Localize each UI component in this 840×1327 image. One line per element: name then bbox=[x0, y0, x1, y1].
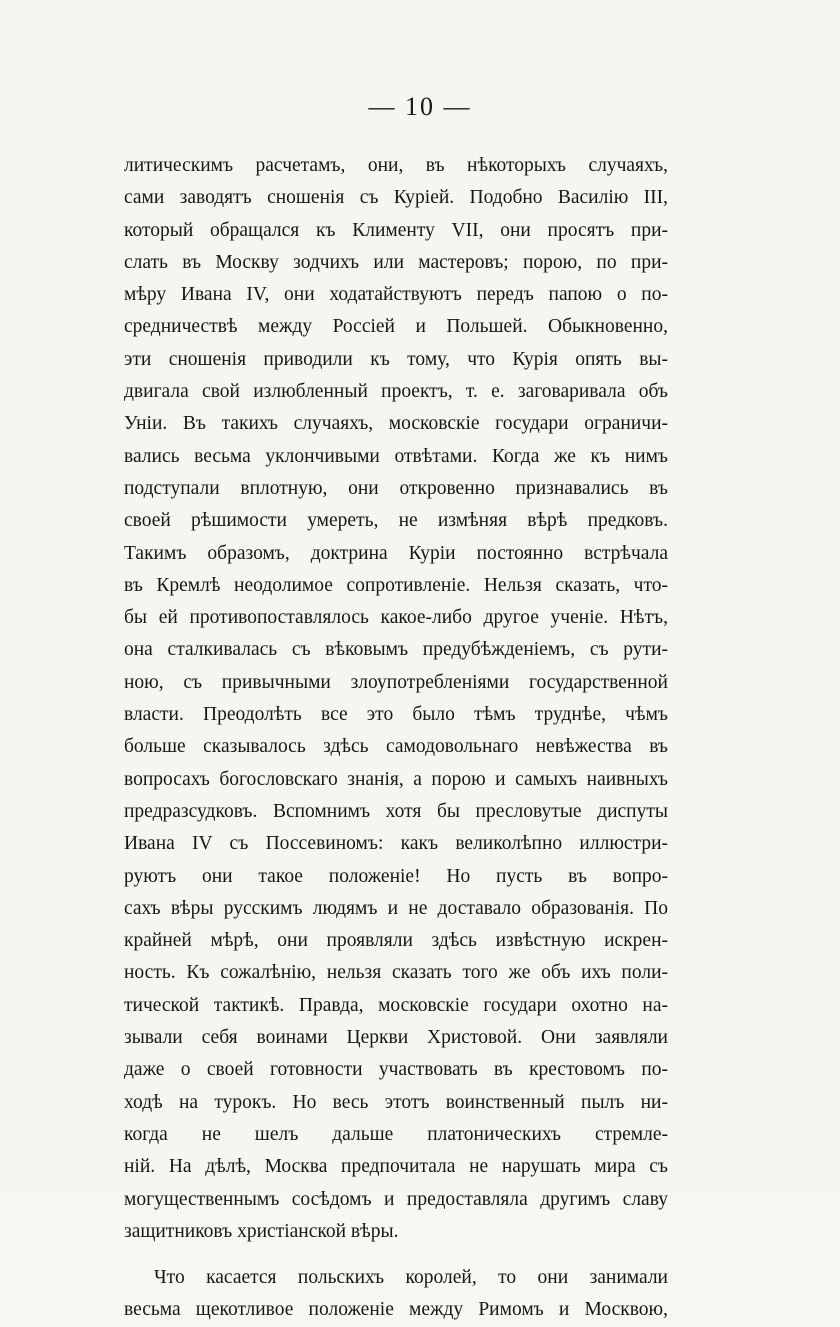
page-number: — 10 — bbox=[368, 92, 472, 121]
text-line: мѣру Ивана IV, они ходатайствуютъ передъ папою о по- bbox=[124, 284, 668, 306]
text-line: эти сношенія приводили къ тому, что Курія опять вы- bbox=[124, 348, 668, 370]
text-line: могущественнымъ сосѣдомъ и предоставляла другимъ славу bbox=[124, 1188, 668, 1210]
paragraph bbox=[124, 150, 668, 1248]
text-line: вались весьма уклончивыми отвѣтами. Когда же къ нимъ bbox=[124, 445, 668, 467]
text-line: когда не шелъ дальше платоническихъ стремле- bbox=[124, 1123, 668, 1145]
text-line: защитниковъ христіанской вѣры. bbox=[124, 1220, 399, 1242]
body-text bbox=[124, 150, 668, 1327]
text-line: предразсудковъ. Вспомнимъ хотя бы пресловутые диспуты bbox=[124, 800, 668, 822]
text-line: даже о своей готовности участвовать въ крестовомъ по- bbox=[124, 1059, 668, 1081]
text-line: Такимъ образомъ, доктрина Куріи постоянно встрѣчала bbox=[124, 542, 668, 564]
text-line: сахъ вѣры русскимъ людямъ и не доставало образованія. По bbox=[124, 897, 668, 919]
text-line: Уніи. Въ такихъ случаяхъ, московскіе государи ограничи- bbox=[124, 413, 668, 435]
text-line: литическимъ расчетамъ, они, въ нѣкоторыхъ случаяхъ, bbox=[124, 155, 668, 176]
text-line: руютъ они такое положеніе! Но пусть въ вопро- bbox=[124, 865, 668, 887]
text-line: зывали себя воинами Церкви Христовой. Они заявляли bbox=[124, 1027, 668, 1049]
text-line: Ивана IV съ Поссевиномъ: какъ великолѣпно иллюстри- bbox=[124, 833, 668, 855]
paragraph-gap bbox=[124, 1248, 668, 1262]
text-line: подступали вплотную, они откровенно признавались въ bbox=[124, 477, 668, 499]
text-line: тической тактикѣ. Правда, московскіе государи охотно на- bbox=[124, 994, 668, 1016]
text-line: двигала свой излюбленный проектъ, т. е. заговаривала объ bbox=[124, 381, 668, 403]
text-line: въ Кремлѣ неодолимое сопротивленіе. Нельзя сказать, что- bbox=[124, 574, 668, 596]
text-line: ній. На дѣлѣ, Москва предпочитала не нарушать мира съ bbox=[124, 1156, 668, 1178]
text-line: крайней мѣрѣ, они проявляли здѣсь извѣстную искрен- bbox=[124, 930, 668, 952]
text-line: ною, съ привычными злоупотребленіями государственной bbox=[124, 671, 668, 693]
text-line: власти. Преодолѣть все это было тѣмъ труднѣе, чѣмъ bbox=[124, 704, 668, 726]
text-line: бы ей противопоставлялось какое-либо другое ученіе. Нѣтъ, bbox=[124, 607, 668, 629]
text-line: который обращался къ Клименту VII, они просятъ при- bbox=[124, 219, 668, 241]
text-line: Что касается польскихъ королей, то они занимали bbox=[154, 1267, 668, 1289]
text-line: сами заводятъ сношенія съ Куріей. Подобно Василію III, bbox=[124, 187, 668, 209]
text-line: весьма щекотливое положеніе между Римомъ и Москвою, bbox=[124, 1299, 668, 1321]
text-line: своей рѣшимости умереть, не измѣняя вѣрѣ предковъ. bbox=[124, 510, 668, 532]
text-line: вопросахъ богословскаго знанія, а порою и самыхъ наивныхъ bbox=[124, 768, 668, 790]
text-line: ходѣ на турокъ. Но весь этотъ воинственный пылъ ни- bbox=[124, 1091, 668, 1113]
text-line: больше сказывалось здѣсь самодовольнаго невѣжества въ bbox=[124, 736, 668, 758]
text-line: она сталкивалась съ вѣковымъ предубѣжденіемъ, съ рути- bbox=[124, 639, 668, 661]
text-line: слать въ Москву зодчихъ или мастеровъ; порою, по при- bbox=[124, 251, 668, 273]
text-line: средничествѣ между Россіей и Польшей. Обыкновенно, bbox=[124, 316, 668, 338]
paragraph bbox=[124, 1262, 668, 1327]
text-line: ность. Къ сожалѣнію, нельзя сказать того же объ ихъ поли- bbox=[124, 962, 668, 984]
